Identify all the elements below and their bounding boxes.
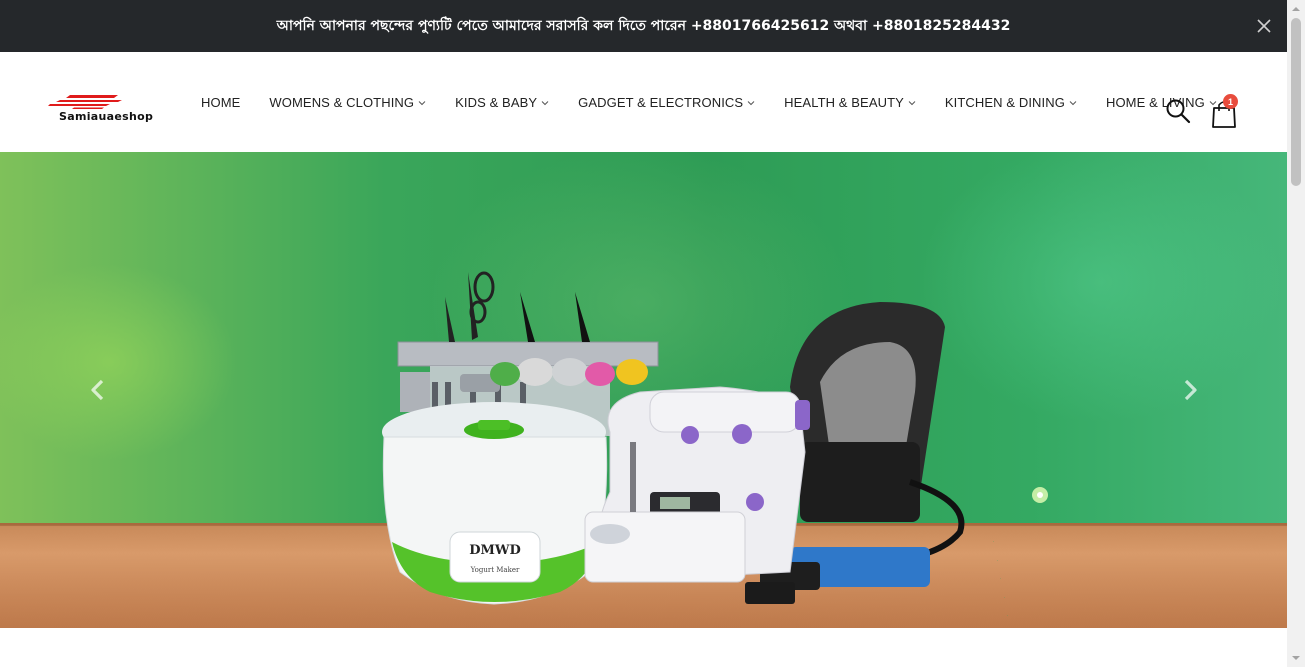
nav-item-health-beauty[interactable] [784, 95, 916, 110]
nav-label: GADGET & ELECTRONICS [578, 94, 744, 110]
nav-item-kids-baby[interactable] [455, 95, 549, 110]
main-navigation [201, 52, 1217, 152]
product-brand-label: DMWD [469, 543, 521, 558]
chevron-right-icon[interactable] [1180, 378, 1200, 402]
chevron-down-icon [908, 99, 916, 107]
nav-item-kitchen-dining[interactable] [945, 95, 1077, 110]
chevron-down-icon [747, 99, 755, 107]
scroll-down-arrow-icon[interactable] [1292, 654, 1300, 662]
nav-label: KIDS & BABY [455, 94, 538, 110]
sewing-machine-illustration [585, 387, 810, 604]
scrollbar-thumb[interactable] [1291, 18, 1301, 186]
site-header [0, 52, 1287, 152]
cart-count-badge: 1 [1223, 94, 1238, 109]
chevron-down-icon [1069, 99, 1077, 107]
nav-label: WOMENS & CLOTHING [269, 94, 415, 110]
nav-label: HOME [201, 94, 241, 110]
announcement-bar [0, 0, 1287, 52]
nav-item-gadget-electronics[interactable] [578, 95, 755, 110]
yogurt-maker-illustration [382, 402, 607, 604]
nav-label: HEALTH & BEAUTY [784, 94, 904, 110]
hero-product-image [0, 152, 1287, 628]
nav-item-home-living[interactable] [1106, 95, 1217, 110]
search-icon[interactable] [1165, 98, 1191, 124]
page-scrollbar[interactable] [1287, 0, 1305, 667]
chevron-down-icon [541, 99, 549, 107]
nav-label: KITCHEN & DINING [944, 94, 1065, 110]
chevron-down-icon [418, 99, 426, 107]
chevron-left-icon[interactable] [88, 378, 108, 402]
scroll-up-arrow-icon[interactable] [1292, 5, 1300, 13]
product-sub-label: Yogurt Maker [470, 566, 520, 574]
logo-speed-lines-icon [48, 92, 128, 110]
logo-text: Samiauaeshop [59, 110, 154, 123]
nav-label: HOME & LIVING [1105, 94, 1205, 110]
cart-button[interactable] [1210, 95, 1240, 127]
close-icon[interactable] [1255, 17, 1273, 35]
site-logo[interactable] [48, 92, 168, 128]
hero-slider [0, 152, 1287, 628]
announcement-text: আপনি আপনার পছন্দের পুণ্যটি পেতে আমাদের সরাসরি কল দিতে পারেন +8801766425612 অথবা +8801825284432 [276, 18, 1011, 34]
nav-item-home[interactable] [201, 95, 240, 110]
nav-item-womens-clothing[interactable] [269, 95, 426, 110]
